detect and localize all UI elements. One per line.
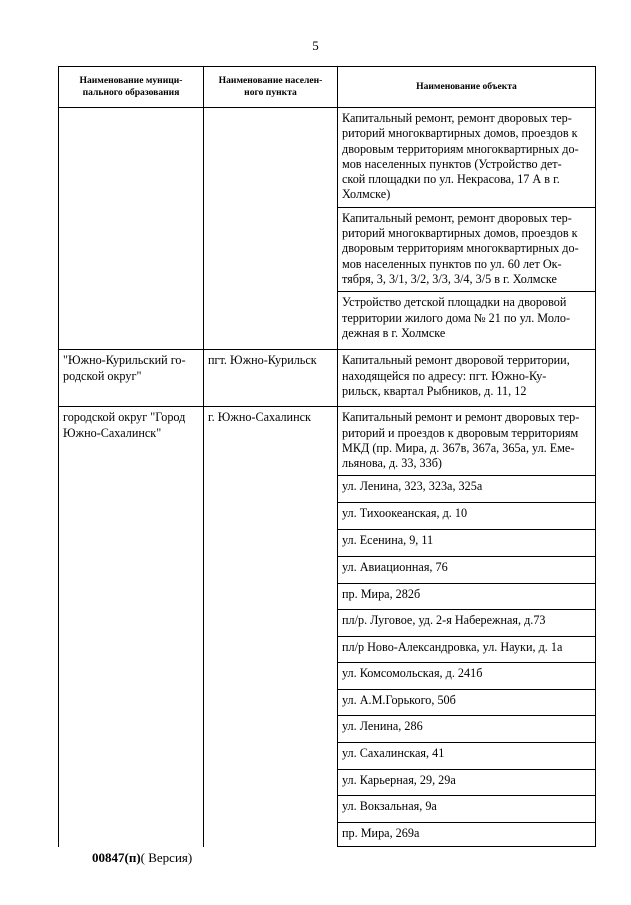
header-municipality [59,67,204,108]
cell-settlement [204,557,338,584]
cell-municipality [59,823,204,847]
cell-municipality [59,503,204,530]
cell-settlement [204,637,338,663]
table-row [59,610,596,637]
table-row [59,584,596,610]
cell-object [338,663,596,690]
cell-municipality-text: "Южно-Курильский го- родской округ" [63,353,186,383]
cell-object [338,823,596,847]
cell-object-text: Устройство детской площадки на дворовой территории жилого дома № 21 по ул. Моло- дежная в г. Холмске [342,295,570,340]
cell-settlement [204,823,338,847]
cell-municipality [59,743,204,770]
table-row [59,823,596,847]
cell-municipality [59,476,204,503]
cell-settlement [204,743,338,770]
objects-table [58,66,596,847]
cell-object [338,108,596,208]
cell-object-text: ул. Ленина, 323, 323а, 325а [342,479,483,494]
cell-object [338,407,596,476]
cell-municipality [59,530,204,557]
cell-municipality [59,292,204,350]
cell-municipality [59,108,204,208]
cell-settlement [204,530,338,557]
header-object-label: Наименование объекта [416,81,517,92]
cell-settlement [204,770,338,796]
cell-municipality [59,557,204,584]
cell-object [338,292,596,350]
table-row [59,292,596,350]
table-row [59,350,596,407]
cell-object-text: Капитальный ремонт дворовой территории, находящейся по адресу: пгт. Южно-Ку- рильск, квартал Рыбников, д. 11, 12 [342,353,570,398]
cell-object [338,690,596,716]
cell-settlement [204,503,338,530]
table-row [59,108,596,208]
table-row [59,637,596,663]
cell-object [338,476,596,503]
cell-municipality [59,350,204,407]
table-row [59,663,596,690]
document-number: 00847(п) [92,850,141,865]
cell-object [338,610,596,637]
page-number: 5 [312,38,319,53]
table-header-row [59,67,596,108]
cell-settlement [204,350,338,407]
cell-settlement [204,690,338,716]
cell-settlement-text: пгт. Южно-Курильск [208,353,317,368]
cell-object [338,637,596,663]
cell-settlement [204,663,338,690]
cell-settlement [204,207,338,291]
table-row [59,716,596,743]
cell-object-text: ул. Сахалинская, 41 [342,746,445,761]
cell-object-text: ул. Вокзальная, 9а [342,799,437,814]
cell-settlement-text: г. Южно-Сахалинск [208,410,311,425]
document-code [92,850,192,866]
table-row [59,796,596,823]
cell-settlement [204,108,338,208]
cell-object-text: ул. Карьерная, 29, 29а [342,773,456,788]
cell-object-text: ул. Ленина, 286 [342,719,423,734]
table-row [59,770,596,796]
cell-municipality [59,716,204,743]
header-object [338,67,596,108]
cell-object [338,350,596,407]
cell-object-text: ул. Есенина, 9, 11 [342,533,434,548]
cell-object [338,557,596,584]
table-row [59,207,596,291]
table-row [59,407,596,476]
cell-object [338,743,596,770]
table-row [59,476,596,503]
table-body [59,108,596,847]
header-municipality-label: Наименование муници- пального образования [79,75,183,98]
cell-object-text: Капитальный ремонт и ремонт дворовых тер- риторий и проездов к дворовым территориям МКД (пр. Мира, д. 367в, 367а, 365а, ул. Еме- льянова, д. 33, 33б) [342,410,580,471]
cell-settlement [204,584,338,610]
cell-municipality [59,663,204,690]
document-version: ( Версия) [140,850,193,865]
cell-object [338,716,596,743]
cell-object-text: пр. Мира, 269а [342,826,420,841]
table-row [59,530,596,557]
table-row [59,743,596,770]
cell-municipality [59,770,204,796]
cell-settlement [204,796,338,823]
cell-object [338,770,596,796]
cell-municipality [59,407,204,476]
cell-object [338,796,596,823]
cell-municipality-text: городской округ "Город Южно-Сахалинск" [63,410,186,440]
cell-object-text: пл/р Ново-Александровка, ул. Науки, д. 1а [342,640,563,655]
cell-municipality [59,690,204,716]
table-row [59,503,596,530]
cell-municipality [59,610,204,637]
cell-object-text: ул. Комсомольская, д. 241б [342,666,483,681]
table-row [59,557,596,584]
cell-object-text: пр. Мира, 282б [342,587,421,602]
cell-settlement [204,476,338,503]
cell-object-text: ул. Авиационная, 76 [342,560,448,575]
cell-settlement [204,407,338,476]
cell-municipality [59,637,204,663]
cell-object-text: пл/р. Луговое, уд. 2-я Набережная, д.73 [342,613,546,628]
cell-settlement [204,716,338,743]
cell-settlement [204,610,338,637]
cell-municipality [59,207,204,291]
cell-object [338,584,596,610]
header-settlement-label: Наименование населен- ного пункта [218,75,323,98]
cell-object-text: Капитальный ремонт, ремонт дворовых тер- риторий многоквартирных домов, проездов к дворовым территориям многоквартирных до- мов населенных пунктов по ул. 60 лет Ок- тября, 3, 3/1, 3/2, 3/3, 3/4, 3/5 в г. Холмске [342,210,579,286]
cell-municipality [59,796,204,823]
cell-municipality [59,584,204,610]
header-settlement [204,67,338,108]
cell-object-text: ул. Тихоокеанская, д. 10 [342,506,468,521]
cell-settlement [204,292,338,350]
cell-object [338,530,596,557]
cell-object-text: ул. А.М.Горького, 50б [342,693,456,708]
cell-object [338,503,596,530]
table-row [59,690,596,716]
cell-object-text: Капитальный ремонт, ремонт дворовых тер- риторий многоквартирных домов, проездов к дворовым территориям многоквартирных до- мов населенных пунктов (Устройство дет- ской площадки по ул. Некрасова, 17 А в г. Холмске) [342,111,579,202]
cell-object [338,207,596,291]
